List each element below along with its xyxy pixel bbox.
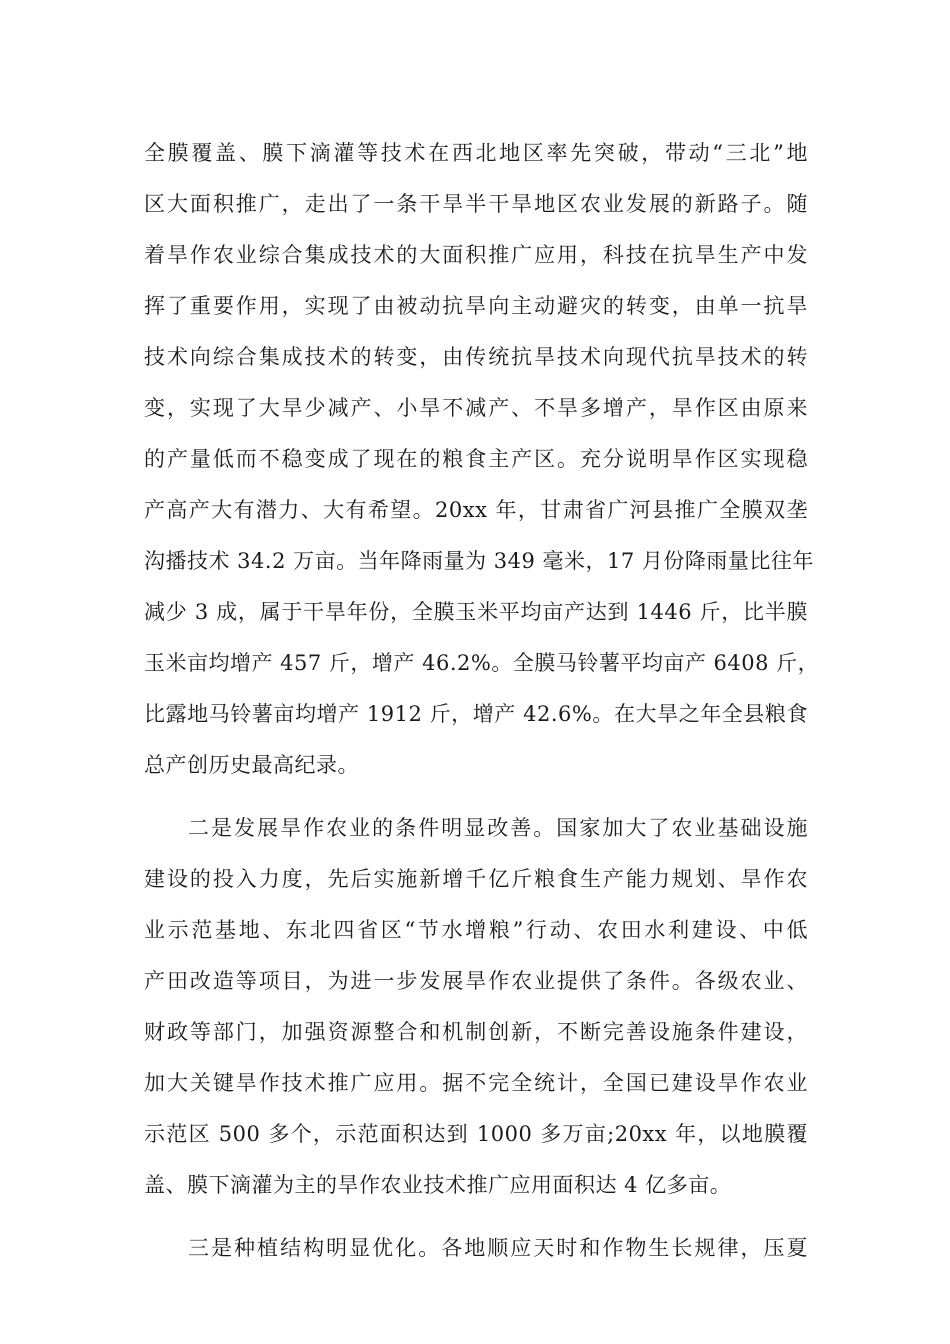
text-line: 变，实现了大旱少减产、小旱不减产、不旱多增产，旱作区由原来: [144, 396, 808, 420]
text-line: 挥了重要作用，实现了由被动抗旱向主动避灾的转变，由单一抗旱: [144, 294, 808, 318]
text-line: 财政等部门，加强资源整合和机制创新，不断完善设施条件建设，: [144, 1020, 808, 1044]
document-page: [144, 128, 820, 1274]
text-line: 三是种植结构明显优化。各地顺应天时和作物生长规律，压夏: [188, 1236, 808, 1260]
text-line: 的产量低而不稳变成了现在的粮食主产区。充分说明旱作区实现稳: [144, 447, 808, 471]
text-line: 技术向综合集成技术的转变，由传统抗旱技术向现代抗旱技术的转: [144, 345, 808, 369]
paragraph-gap: [144, 791, 808, 803]
text-line: 玉米亩均增产 457 斤，增产 46.2%。全膜马铃薯平均亩产 6408 斤，: [144, 651, 820, 675]
text-line: 沟播技术 34.2 万亩。当年降雨量为 349 毫米，17 月份降雨量比往年: [144, 549, 814, 573]
paragraph-1: [144, 128, 820, 791]
paragraph-2: [144, 803, 808, 1211]
paragraph-3: [144, 1223, 808, 1274]
text-line: 示范区 500 多个，示范面积达到 1000 多万亩;20xx 年，以地膜覆: [144, 1122, 808, 1146]
text-line: 区大面积推广，走出了一条干旱半干旱地区农业发展的新路子。随: [144, 192, 808, 216]
text-line: 总产创历史最高纪录。: [144, 753, 359, 777]
text-line: 加大关键旱作技术推广应用。据不完全统计，全国已建设旱作农业: [144, 1071, 808, 1095]
text-line: 盖、膜下滴灌为主的旱作农业技术推广应用面积达 4 亿多亩。: [144, 1173, 732, 1197]
text-line: 产高产大有潜力、大有希望。20xx 年，甘肃省广河县推广全膜双垄: [144, 498, 808, 522]
paragraph-gap: [144, 1211, 808, 1223]
text-line: 业示范基地、东北四省区“节水增粮”行动、农田水利建设、中低: [144, 918, 808, 942]
text-line: 减少 3 成，属于干旱年份，全膜玉米平均亩产达到 1446 斤，比半膜: [144, 600, 808, 624]
text-line: 产田改造等项目，为进一步发展旱作农业提供了条件。各级农业、: [144, 969, 808, 993]
text-line: 二是发展旱作农业的条件明显改善。国家加大了农业基础设施: [188, 816, 808, 840]
text-line: 比露地马铃薯亩均增产 1912 斤，增产 42.6%。在大旱之年全县粮食: [144, 702, 808, 726]
text-line: 着旱作农业综合集成技术的大面积推广应用，科技在抗旱生产中发: [144, 243, 808, 267]
text-line: 建设的投入力度，先后实施新增千亿斤粮食生产能力规划、旱作农: [144, 867, 808, 891]
text-line: 全膜覆盖、膜下滴灌等技术在西北地区率先突破，带动“三北”地: [144, 141, 808, 165]
